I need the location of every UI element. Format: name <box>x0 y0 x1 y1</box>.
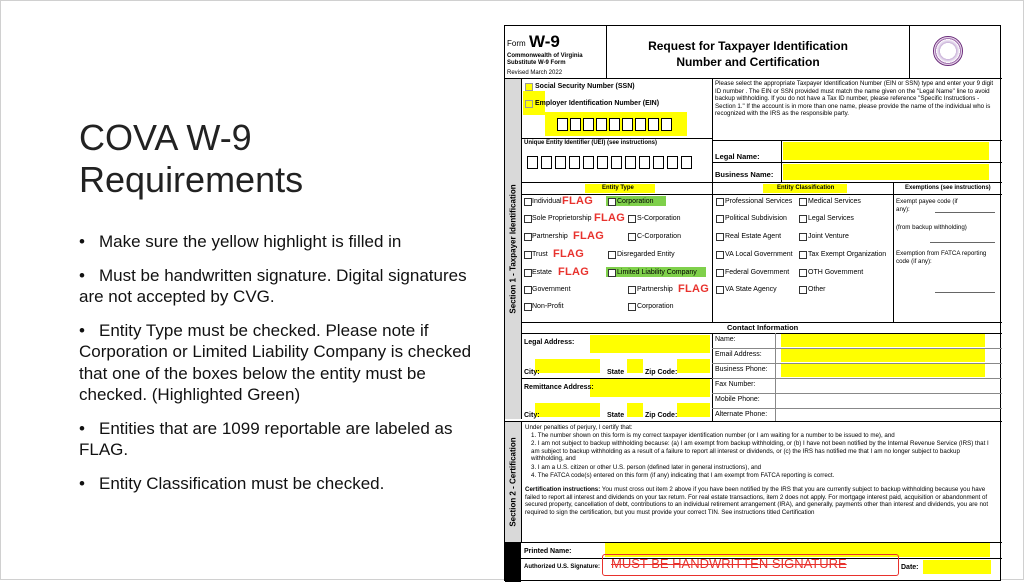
title-line-1: COVA W-9 <box>79 117 252 158</box>
form-title <box>613 38 883 70</box>
state-field[interactable] <box>627 359 643 373</box>
flag-label: FLAG <box>594 212 626 224</box>
legal-name-label: Legal Name: <box>715 152 760 161</box>
cert-instructions-text: You must cross out item 2 above if you have been notified by the IRS that you are currently subject to backup withholding because you have failed to report all interest and dividends on your tax return. For real estate transactions, item 2 does not apply. For mortgage interest paid, acquisition or abandonment of secured property, cancellation of debt, contributions to an individual retirement arrangement (IRA), and generally, payments other than interest and dividends, you are not required to sign the certification, but you must provide your correct TIN. See instructions titled Certification <box>525 486 989 516</box>
cert-item: 1. The number shown on this form is my correct taxpayer identification number (or I am waiting for a number to be issued to me), and <box>531 432 895 439</box>
zip-label: Zip Code: <box>645 412 678 419</box>
class-label: Federal Government <box>725 269 790 276</box>
entity-checkbox[interactable] <box>524 198 532 206</box>
entity-checkbox[interactable] <box>524 269 532 277</box>
class-label: OTH Government <box>808 269 864 276</box>
ssn-checkbox[interactable] <box>525 83 533 91</box>
bullet-text: Must be handwritten signature. Digital signatures are not accepted by CVG. <box>79 265 467 306</box>
exempt-backup-label: (from backup withholding) <box>896 224 967 231</box>
printed-name-label: Printed Name: <box>524 548 572 555</box>
bullet-item <box>79 418 479 461</box>
form-title-line-1: Request for Taxpayer Identification <box>648 39 848 53</box>
w9-form <box>504 25 1001 581</box>
entity-label: Government <box>532 286 571 293</box>
contact-header: Contact Information <box>727 323 799 332</box>
bullet-text: Entity Type must be checked. Please note if Corporation or Limited Liability Company is checked that one of the boxes below the entity must be checked. (Highlighted Green) <box>79 320 472 404</box>
class-label: Joint Venture <box>808 233 849 240</box>
city-label: City: <box>524 412 540 419</box>
zip-field[interactable] <box>677 359 710 373</box>
email-field[interactable] <box>781 349 985 362</box>
class-checkbox[interactable] <box>716 251 724 259</box>
class-checkbox[interactable] <box>716 198 724 206</box>
legal-address-label: Legal Address: <box>524 339 575 346</box>
entity-checkbox[interactable] <box>628 215 636 223</box>
entity-checkbox[interactable] <box>524 251 532 259</box>
class-checkbox[interactable] <box>799 198 807 206</box>
entity-class-header: Entity Classification <box>777 185 835 191</box>
entity-checkbox[interactable] <box>524 286 532 294</box>
llc-sub-label: Partnership <box>637 286 673 293</box>
class-checkbox[interactable] <box>799 269 807 277</box>
class-checkbox[interactable] <box>799 215 807 223</box>
class-label: Real Estate Agent <box>725 233 782 240</box>
section-1-sidebar <box>505 79 522 419</box>
bullet-item <box>79 473 479 495</box>
business-name-field[interactable] <box>783 164 989 180</box>
zip-label: Zip Code: <box>645 369 678 376</box>
ein-checkbox[interactable] <box>525 100 533 108</box>
virginia-seal-icon <box>933 36 963 66</box>
bullet-dot: • <box>79 232 85 251</box>
section-2-sidebar <box>505 422 522 542</box>
entity-label: C-Corporation <box>637 233 681 240</box>
flag-label: FLAG <box>562 195 594 207</box>
section-2-label: Section 2 - Certification <box>508 437 518 527</box>
name-field[interactable] <box>781 334 985 347</box>
entity-checkbox[interactable] <box>524 215 532 223</box>
city-field[interactable] <box>535 359 600 373</box>
entity-label: Limited Liability Company <box>617 269 697 276</box>
contact-label: Email Address: <box>715 351 762 358</box>
llc-sub-label: Corporation <box>637 303 674 310</box>
tin-instructions: Please select the appropriate Taxpayer Identification Number (EIN or SSN) type and enter your 9 digit ID number . The EIN or SSN provided must match the name given on the "Legal Name" line to avoid backup withholding. If you do not have a Tax ID number, please reference "Specific Instructions - Section 1." If the account is in more than one name, please provide the name of the individual who is recognized with the IRS as the responsible party. <box>715 80 994 118</box>
class-checkbox[interactable] <box>799 286 807 294</box>
signature-note: MUST BE HANDWRITTEN SIGNATURE <box>611 556 847 571</box>
signature-label: Authorized U.S. Signature: <box>524 564 601 570</box>
cert-item: 2. I am not subject to backup withholding because: (a) I am exempt from backup withholding, or (b) I have not been notified by the Internal Revenue Service (IRS) that I am subject to backup withholding as a result of a failure to report all interest or dividends, or (c) the IRS has notified me that I am no longer subject to backup withholding, and <box>531 440 989 463</box>
ein-label: Employer Identification Number (EIN) <box>535 100 660 107</box>
class-label: Medical Services <box>808 198 861 205</box>
state-label: State <box>607 412 625 419</box>
entity-type-header: Entity Type <box>602 185 634 191</box>
class-checkbox[interactable] <box>716 233 724 241</box>
bullet-text: Make sure the yellow highlight is filled in <box>99 232 402 251</box>
bullet-dot: • <box>79 418 85 438</box>
cert-instructions <box>525 486 995 516</box>
class-label: Other <box>808 286 826 293</box>
class-label: VA State Agency <box>725 286 777 293</box>
remit-state-field[interactable] <box>627 403 643 417</box>
section-1-label: Section 1 - Taxpayer Identification <box>508 184 518 314</box>
class-checkbox[interactable] <box>716 269 724 277</box>
cert-item: 4. The FATCA code(s) entered on this form (if any) indicating that I am exempt from FATCA reporting is correct. <box>531 472 835 479</box>
contact-label: Name: <box>715 336 736 343</box>
class-checkbox[interactable] <box>799 233 807 241</box>
contact-label: Mobile Phone: <box>715 396 760 403</box>
class-label: Professional Services <box>725 198 793 205</box>
exemptions-header: Exemptions (see instructions) <box>905 185 991 191</box>
entity-checkbox[interactable] <box>524 233 532 241</box>
legal-name-field[interactable] <box>783 142 989 160</box>
form-word: Form <box>507 39 526 48</box>
title-line-2: Requirements <box>79 159 304 200</box>
remit-zip-field[interactable] <box>677 403 710 417</box>
bullet-dot: • <box>79 320 85 340</box>
entity-label: Partnership <box>532 233 568 240</box>
remittance-label: Remittance Address: <box>524 384 594 391</box>
entity-checkbox[interactable] <box>628 233 636 241</box>
llc-sub-checkbox[interactable] <box>628 303 636 311</box>
flag-label: FLAG <box>678 283 710 295</box>
cert-instructions-heading: Certification instructions: <box>525 486 601 493</box>
class-checkbox[interactable] <box>716 286 724 294</box>
exempt-payee-label: Exempt payee code (if any): <box>896 198 958 213</box>
date-field[interactable] <box>923 560 991 574</box>
bullet-text: Entities that are 1099 reportable are labeled as FLAG. <box>79 418 453 459</box>
form-title-line-2: Number and Certification <box>676 55 820 69</box>
ssn-label: Social Security Number (SSN) <box>535 83 635 90</box>
entity-label: Sole Proprietorship <box>532 215 592 222</box>
entity-checkbox[interactable] <box>608 269 616 277</box>
city-label: City: <box>524 369 540 376</box>
business-name-label: Business Name: <box>715 170 774 179</box>
business-phone-field[interactable] <box>781 364 985 377</box>
cert-item: 3. I am a U.S. citizen or other U.S. person (defined later in general instructions), and <box>531 464 762 471</box>
form-number: W-9 <box>529 32 560 51</box>
contact-label: Business Phone: <box>715 366 768 373</box>
remittance-field-hl[interactable] <box>590 379 710 397</box>
entity-checkbox[interactable] <box>608 251 616 259</box>
flag-label: FLAG <box>573 230 605 242</box>
uei-label: Unique Entity Identifier (UEI) (see instructions) <box>524 140 658 146</box>
class-checkbox[interactable] <box>716 215 724 223</box>
class-label: Political Subdivision <box>725 215 787 222</box>
legal-address-field-hl[interactable] <box>590 335 710 353</box>
cert-intro: Under penalties of perjury, I certify that: <box>525 424 633 431</box>
date-label: Date: <box>901 564 919 571</box>
flag-label: FLAG <box>553 248 585 260</box>
state-label: State <box>607 369 625 376</box>
entity-label: Non-Profit <box>532 303 564 310</box>
class-checkbox[interactable] <box>799 251 807 259</box>
entity-label: Estate <box>532 269 552 276</box>
entity-label: S-Corporation <box>637 215 681 222</box>
class-label: VA Local Government <box>725 251 793 258</box>
entity-label: Disregarded Entity <box>617 251 675 258</box>
entity-checkbox[interactable] <box>608 198 616 206</box>
flag-label: FLAG <box>558 266 590 278</box>
bullet-dot: • <box>79 265 85 285</box>
form-sub-2: Substitute W-9 Form <box>507 60 566 66</box>
bullet-item <box>79 231 479 253</box>
entity-label: Individual <box>532 198 562 205</box>
class-label: Tax Exempt Organization <box>808 251 887 258</box>
entity-label: Trust <box>532 251 548 258</box>
class-label: Legal Services <box>808 215 854 222</box>
bullet-item <box>79 320 479 406</box>
entity-label: Corporation <box>617 198 654 205</box>
form-revised: Revised March 2022 <box>507 70 563 76</box>
requirements-list <box>79 231 479 506</box>
remit-city-field[interactable] <box>535 403 600 417</box>
slide-title <box>79 117 459 201</box>
form-sub-1: Commonwealth of Virginia <box>507 53 583 59</box>
bullet-text: Entity Classification must be checked. <box>99 473 385 493</box>
llc-sub-checkbox[interactable] <box>628 286 636 294</box>
fatca-label: Exemption from FATCA reporting code (if any): <box>896 250 987 265</box>
contact-label: Alternate Phone: <box>715 411 768 418</box>
contact-label: Fax Number: <box>715 381 756 388</box>
bullet-item <box>79 265 479 308</box>
bullet-dot: • <box>79 473 85 493</box>
entity-checkbox[interactable] <box>524 303 532 311</box>
